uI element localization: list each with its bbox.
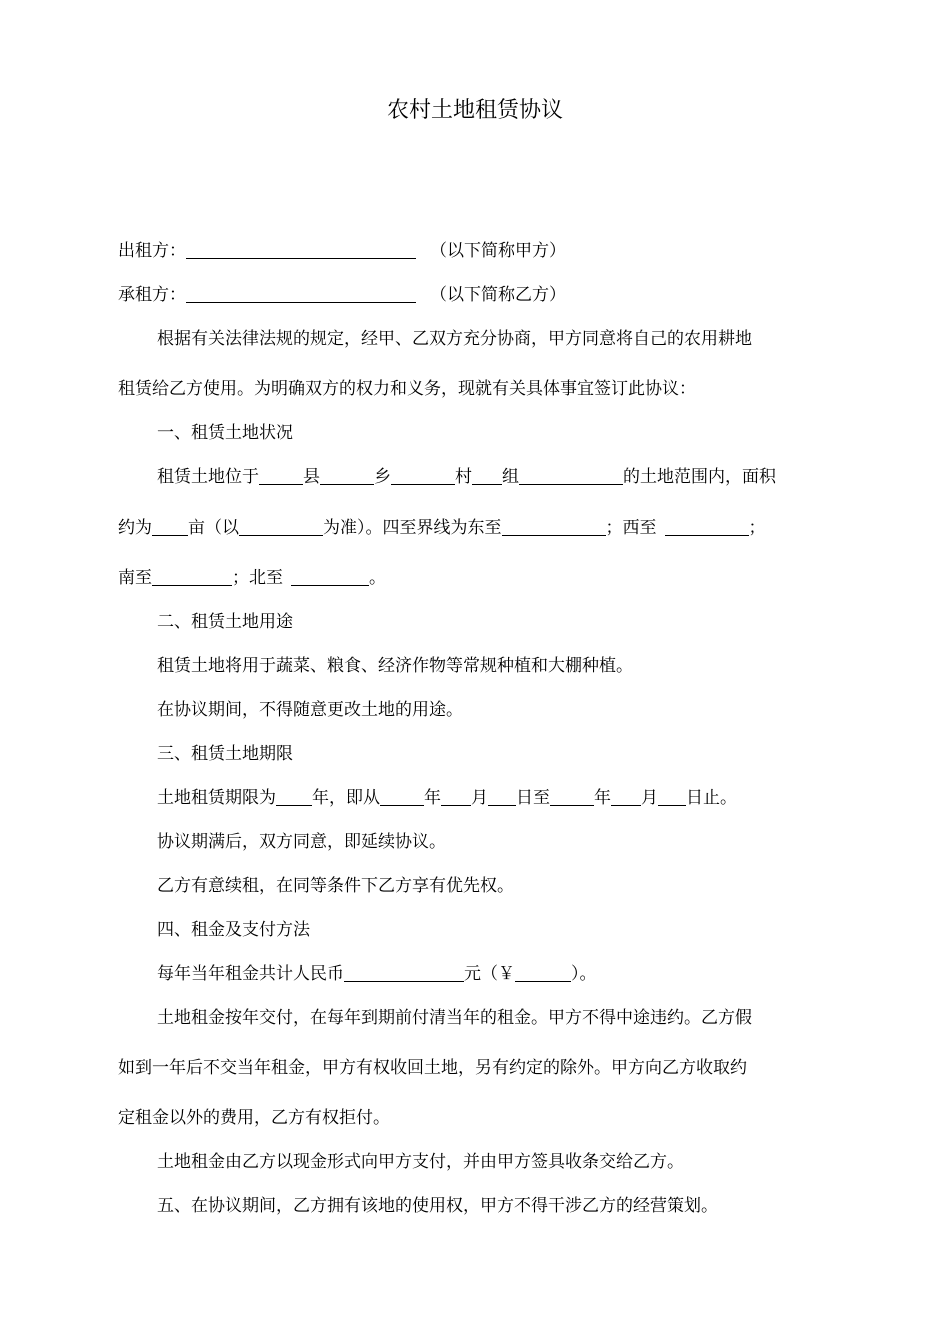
township-blank[interactable] [320,466,374,485]
end-day-blank[interactable] [658,787,686,806]
section4-heading: 四、租金及支付方法 [157,920,310,940]
group-blank[interactable] [472,466,502,485]
approx-text: 约为 [118,518,152,538]
section1-boundary-line [118,565,858,591]
north-boundary-label: ；北至 [232,568,283,588]
lessor-label: 出租方： [118,241,186,261]
section4-rent-line [157,961,857,987]
end-year-blank[interactable] [550,787,594,806]
east-boundary-label: 为准）。四至界线为东至 [323,518,502,538]
to-label: 日至 [516,788,550,808]
term-text: 土地租赁期限为 [157,788,276,808]
start-year-label: 年 [424,788,441,808]
rent-text: 每年当年租金共计人民币 [157,964,344,984]
village-label: 村 [455,467,472,487]
end-day-label: 日止。 [686,788,737,808]
semicolon: ； [748,518,766,538]
yuan-label: 元（￥ [464,964,515,984]
section3-term-line [157,785,857,811]
section1-location-line [157,464,857,490]
village-blank[interactable] [391,466,455,485]
lessee-note: （以下简称乙方） [430,285,566,305]
lessor-line [118,238,858,264]
start-day-blank[interactable] [488,787,516,806]
mu-blank[interactable] [152,517,188,536]
township-label: 乡 [374,467,391,487]
lessor-name-blank[interactable] [186,240,416,259]
section4-paragraph-3: 土地租金由乙方以现金形式向甲方支付，并由甲方签具收条交给乙方。 [157,1152,684,1172]
rent-figure-blank[interactable] [515,963,571,982]
south-boundary-blank[interactable] [152,567,232,586]
section1-heading: 一、租赁土地状况 [157,423,293,443]
west-boundary-blank[interactable] [665,517,749,536]
section1-area-line [118,515,858,541]
mu-label: 亩（以 [188,518,239,538]
county-label: 县 [303,467,320,487]
county-blank[interactable] [259,466,303,485]
section3-heading: 三、租赁土地期限 [157,744,293,764]
section4-paragraph-2-line-2: 如到一年后不交当年租金，甲方有权收回土地，另有约定的除外。甲方向乙方收取约 [118,1058,747,1078]
term-years-blank[interactable] [276,787,312,806]
end-year-label: 年 [594,788,611,808]
section2-heading: 二、租赁土地用途 [157,612,293,632]
south-boundary-label: 南至 [118,568,152,588]
start-month-blank[interactable] [441,787,471,806]
area-range-text: 的土地范围内，面积 [623,467,776,487]
area-blank[interactable] [519,466,623,485]
end-month-label: 月 [641,788,658,808]
from-label: 年，即从 [312,788,380,808]
lessor-note: （以下简称甲方） [430,241,566,261]
rent-close: ）。 [571,964,597,984]
end-month-blank[interactable] [611,787,641,806]
lessee-name-blank[interactable] [186,284,416,303]
section3-paragraph-3: 乙方有意续租，在同等条件下乙方享有优先权。 [157,876,514,896]
location-text: 租赁土地位于 [157,467,259,487]
section4-paragraph-2-line-1: 土地租金按年交付，在每年到期前付清当年的租金。甲方不得中途违约。乙方假 [157,1008,752,1028]
lessee-label: 承租方： [118,285,186,305]
north-boundary-blank[interactable] [291,567,369,586]
lessee-line [118,282,858,308]
period: 。 [369,568,386,588]
section4-paragraph-2-line-3: 定租金以外的费用，乙方有权拒付。 [118,1108,390,1128]
section2-paragraph-1: 租赁土地将用于蔬菜、粮食、经济作物等常规种植和大棚种植。 [157,656,633,676]
section5-text: 五、在协议期间，乙方拥有该地的使用权，甲方不得干涉乙方的经营策划。 [157,1196,718,1216]
preamble-line-2: 租赁给乙方使用。为明确双方的权力和义务，现就有关具体事宜签订此协议： [118,379,696,399]
section2-paragraph-2: 在协议期间，不得随意更改土地的用途。 [157,700,463,720]
west-boundary-label: ；西至 [605,518,657,538]
document-title: 农村土地租赁协议 [386,98,563,123]
section3-paragraph-2: 协议期满后，双方同意，即延续协议。 [157,832,446,852]
standard-blank[interactable] [239,517,323,536]
rent-amount-blank[interactable] [344,963,464,982]
preamble-line-1: 根据有关法律法规的规定，经甲、乙双方充分协商，甲方同意将自己的农用耕地 [157,329,752,349]
start-month-label: 月 [471,788,488,808]
group-label: 组 [502,467,519,487]
east-boundary-blank[interactable] [502,517,606,536]
start-year-blank[interactable] [380,787,424,806]
